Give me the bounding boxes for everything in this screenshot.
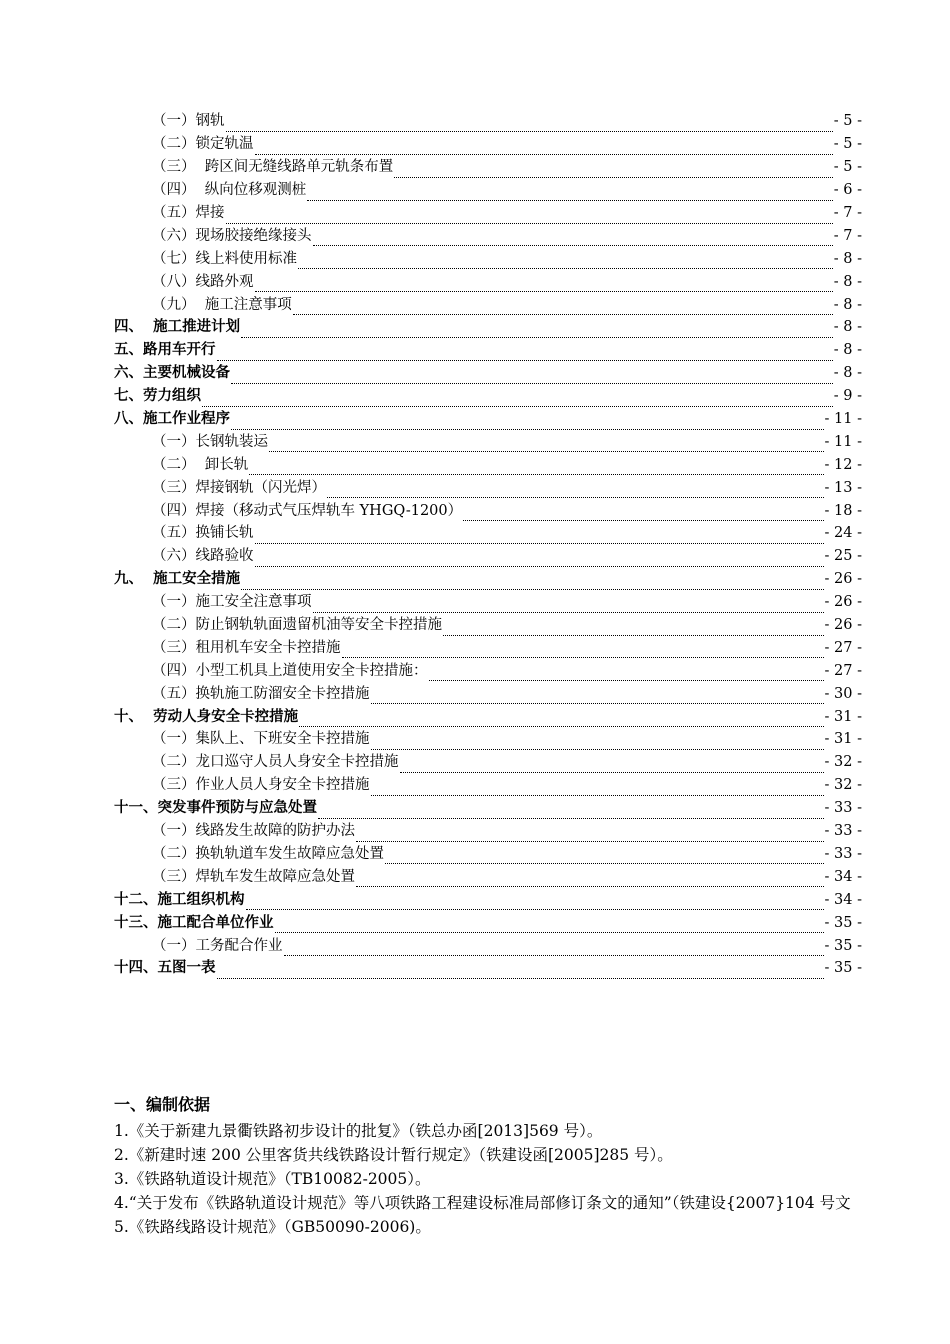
toc-entry-title: 四、 施工推进计划: [114, 319, 241, 336]
toc-entry-title: （一）线路发生故障的防护办法: [152, 823, 355, 840]
toc-entry[interactable]: [0, 293, 950, 316]
toc-entry[interactable]: [0, 659, 950, 682]
table-of-contents: [0, 110, 950, 980]
toc-entry-page: - 27 -: [824, 639, 862, 656]
toc-entry[interactable]: [0, 957, 950, 980]
toc-entry[interactable]: [0, 865, 950, 888]
toc-entry-title: 十三、施工配合单位作业: [114, 914, 274, 931]
toc-entry-page: - 18 -: [824, 502, 862, 519]
toc-dot-leader: [226, 117, 833, 132]
basis-item: 4.“关于发布《铁路轨道设计规范》等八项铁路工程建设标准局部修订条文的通知”（铁建设{2007}104 号文: [114, 1194, 851, 1212]
toc-entry-title: （四）小型工机具上道使用安全卡控措施：: [152, 662, 428, 679]
toc-entry-page: - 8 -: [833, 273, 862, 290]
toc-entry-title: （五）换轨施工防溜安全卡控措施: [152, 685, 370, 702]
toc-dot-leader: [269, 437, 824, 452]
toc-entry[interactable]: [0, 568, 950, 591]
toc-dot-leader: [394, 163, 833, 178]
toc-entry-page: - 35 -: [824, 937, 862, 954]
toc-dot-leader: [443, 621, 824, 636]
basis-item: 1.《关于新建九景衢铁路初步设计的批复》（铁总办函[2013]569 号）。: [114, 1122, 603, 1140]
toc-entry-page: - 35 -: [824, 914, 862, 931]
toc-entry-title: （六）线路验收: [152, 548, 254, 565]
toc-entry-title: （七）线上料使用标准: [152, 250, 297, 267]
toc-entry-page: - 24 -: [824, 525, 862, 542]
toc-dot-leader: [202, 392, 833, 407]
toc-entry-title: 十二、施工组织机构: [114, 891, 245, 908]
toc-dot-leader: [231, 369, 833, 384]
toc-entry-page: - 25 -: [824, 548, 862, 565]
toc-dot-leader: [298, 254, 833, 269]
toc-entry-title: （一）钢轨: [152, 113, 225, 130]
toc-dot-leader: [356, 827, 824, 842]
toc-dot-leader: [284, 941, 824, 956]
toc-entry[interactable]: [0, 430, 950, 453]
toc-entry[interactable]: [0, 751, 950, 774]
toc-entry-page: - 27 -: [824, 662, 862, 679]
toc-entry-title: （一）长钢轨装运: [152, 433, 268, 450]
basis-item: 5.《铁路线路设计规范》（GB50090-2006)。: [114, 1218, 431, 1236]
toc-dot-leader: [241, 575, 823, 590]
toc-dot-leader: [463, 506, 823, 521]
toc-entry-page: - 34 -: [824, 868, 862, 885]
toc-entry-page: - 33 -: [824, 800, 862, 817]
toc-entry[interactable]: [0, 476, 950, 499]
basis-item: 2.《新建时速 200 公里客货共线铁路设计暂行规定》（铁建设函[2005]285 号）。: [114, 1146, 673, 1164]
toc-entry-page: - 11 -: [824, 433, 862, 450]
toc-entry[interactable]: [0, 179, 950, 202]
toc-entry[interactable]: [0, 247, 950, 270]
toc-dot-leader: [246, 895, 824, 910]
toc-entry[interactable]: [0, 843, 950, 866]
toc-entry[interactable]: [0, 522, 950, 545]
toc-entry-page: - 8 -: [833, 250, 862, 267]
toc-dot-leader: [318, 804, 824, 819]
toc-entry-page: - 35 -: [824, 960, 862, 977]
toc-entry-title: （五）换铺长轨: [152, 525, 254, 542]
toc-entry-page: - 9 -: [833, 388, 862, 405]
toc-entry-title: 九、 施工安全措施: [114, 571, 241, 588]
toc-entry-title: （四） 纵向位移观测桩: [152, 182, 307, 199]
toc-entry-title: 七、劳力组织: [114, 388, 201, 405]
toc-dot-leader: [299, 712, 823, 727]
compilation-basis-section: [114, 1093, 874, 1239]
toc-dot-leader: [217, 346, 833, 361]
toc-entry[interactable]: [0, 133, 950, 156]
toc-dot-leader: [371, 735, 824, 750]
toc-entry[interactable]: [0, 820, 950, 843]
toc-entry-title: （三）焊轨车发生故障应急处置: [152, 868, 355, 885]
toc-entry-title: 五、路用车开行: [114, 342, 216, 359]
toc-entry[interactable]: [0, 453, 950, 476]
toc-entry-page: - 26 -: [824, 571, 862, 588]
toc-entry-title: 六、主要机械设备: [114, 365, 230, 382]
toc-dot-leader: [371, 781, 824, 796]
toc-entry-title: （五）焊接: [152, 205, 225, 221]
toc-dot-leader: [255, 529, 824, 544]
toc-dot-leader: [307, 186, 833, 201]
toc-entry[interactable]: [0, 156, 950, 179]
toc-entry-title: 十、 劳动人身安全卡控措施: [114, 708, 299, 725]
toc-entry-title: （三） 跨区间无缝线路单元轨条布置: [152, 159, 394, 176]
toc-entry-page: - 5 -: [833, 113, 862, 130]
toc-entry-title: （三）焊接钢轨（闪光焊）: [152, 479, 326, 496]
toc-entry[interactable]: [0, 591, 950, 614]
toc-entry-page: - 5 -: [833, 136, 862, 153]
toc-entry-title: （二）锁定轨温: [152, 136, 254, 153]
toc-entry[interactable]: [0, 705, 950, 728]
toc-entry-page: - 13 -: [824, 479, 862, 496]
toc-entry[interactable]: [0, 202, 950, 225]
toc-entry-page: - 31 -: [824, 708, 862, 725]
toc-entry-page: - 11 -: [824, 411, 862, 428]
toc-entry-title: （二） 卸长轨: [152, 456, 249, 473]
toc-entry-page: - 8 -: [833, 365, 862, 382]
toc-entry-title: （一）集队上、下班安全卡控措施: [152, 731, 370, 748]
toc-entry[interactable]: [0, 499, 950, 522]
toc-entry-page: - 5 -: [833, 159, 862, 176]
toc-dot-leader: [371, 689, 824, 704]
toc-dot-leader: [293, 300, 833, 315]
toc-entry-page: - 8 -: [833, 319, 862, 336]
toc-entry[interactable]: [0, 774, 950, 797]
toc-dot-leader: [400, 758, 824, 773]
toc-entry-title: （三）作业人员人身安全卡控措施: [152, 777, 370, 794]
toc-entry[interactable]: [0, 270, 950, 293]
toc-entry-title: （八）线路外观: [152, 273, 254, 290]
toc-entry[interactable]: [0, 224, 950, 247]
toc-entry[interactable]: [0, 888, 950, 911]
toc-entry-title: （六）现场胶接绝缘接头: [152, 227, 312, 244]
toc-entry-page: - 31 -: [824, 731, 862, 748]
section-heading: 一、编制依据: [114, 1095, 211, 1114]
toc-entry-page: - 26 -: [824, 594, 862, 611]
toc-entry[interactable]: [0, 682, 950, 705]
toc-dot-leader: [385, 849, 824, 864]
toc-entry-page: - 30 -: [824, 685, 862, 702]
toc-entry[interactable]: [0, 362, 950, 385]
toc-entry-page: - 33 -: [824, 823, 862, 840]
toc-entry-page: - 8 -: [833, 342, 862, 359]
toc-dot-leader: [226, 209, 833, 224]
toc-entry-title: （四）焊接（移动式气压焊轨车 YHGQ-1200）: [152, 502, 463, 519]
toc-dot-leader: [342, 643, 824, 658]
toc-entry-page: - 12 -: [824, 456, 862, 473]
toc-dot-leader: [356, 872, 824, 887]
toc-entry[interactable]: [0, 545, 950, 568]
toc-dot-leader: [231, 415, 824, 430]
toc-entry-page: - 8 -: [833, 296, 862, 313]
toc-entry[interactable]: [0, 316, 950, 339]
toc-entry-title: 十四、五图一表: [114, 960, 216, 977]
toc-entry-page: - 7 -: [833, 205, 862, 221]
toc-entry-page: - 7 -: [833, 227, 862, 244]
toc-dot-leader: [327, 483, 824, 498]
toc-entry-title: 十一、突发事件预防与应急处置: [114, 800, 317, 817]
toc-entry-page: - 26 -: [824, 617, 862, 634]
toc-entry-title: （三）租用机车安全卡控措施: [152, 639, 341, 656]
toc-dot-leader: [255, 552, 824, 567]
toc-entry-title: （二）防止钢轨轨面遗留机油等安全卡控措施: [152, 617, 442, 634]
toc-entry[interactable]: [0, 636, 950, 659]
toc-entry[interactable]: [0, 911, 950, 934]
toc-dot-leader: [313, 231, 833, 246]
toc-entry-page: - 33 -: [824, 845, 862, 862]
toc-dot-leader: [313, 598, 824, 613]
toc-entry[interactable]: [0, 728, 950, 751]
toc-dot-leader: [275, 918, 824, 933]
toc-entry[interactable]: [0, 408, 950, 431]
toc-entry-page: - 32 -: [824, 754, 862, 771]
toc-entry-title: 八、施工作业程序: [114, 411, 230, 428]
toc-entry-title: （二）龙口巡守人员人身安全卡控措施: [152, 754, 399, 771]
toc-dot-leader: [429, 666, 824, 681]
toc-entry[interactable]: [0, 385, 950, 408]
toc-entry[interactable]: [0, 797, 950, 820]
toc-entry-page: - 34 -: [824, 891, 862, 908]
basis-item: 3.《铁路轨道设计规范》（TB10082-2005）。: [114, 1170, 431, 1188]
toc-entry[interactable]: [0, 614, 950, 637]
toc-entry[interactable]: [0, 110, 950, 133]
toc-entry-title: （二）换轨轨道车发生故障应急处置: [152, 845, 384, 862]
toc-entry[interactable]: [0, 934, 950, 957]
toc-dot-leader: [255, 277, 833, 292]
toc-entry-title: （九） 施工注意事项: [152, 296, 292, 313]
toc-dot-leader: [255, 140, 833, 155]
toc-entry[interactable]: [0, 339, 950, 362]
toc-dot-leader: [249, 460, 823, 475]
toc-entry-title: （一）工务配合作业: [152, 937, 283, 954]
toc-entry-page: - 6 -: [833, 182, 862, 199]
toc-dot-leader: [241, 323, 833, 338]
toc-entry-page: - 32 -: [824, 777, 862, 794]
toc-entry-title: （一）施工安全注意事项: [152, 594, 312, 611]
toc-dot-leader: [217, 964, 824, 979]
